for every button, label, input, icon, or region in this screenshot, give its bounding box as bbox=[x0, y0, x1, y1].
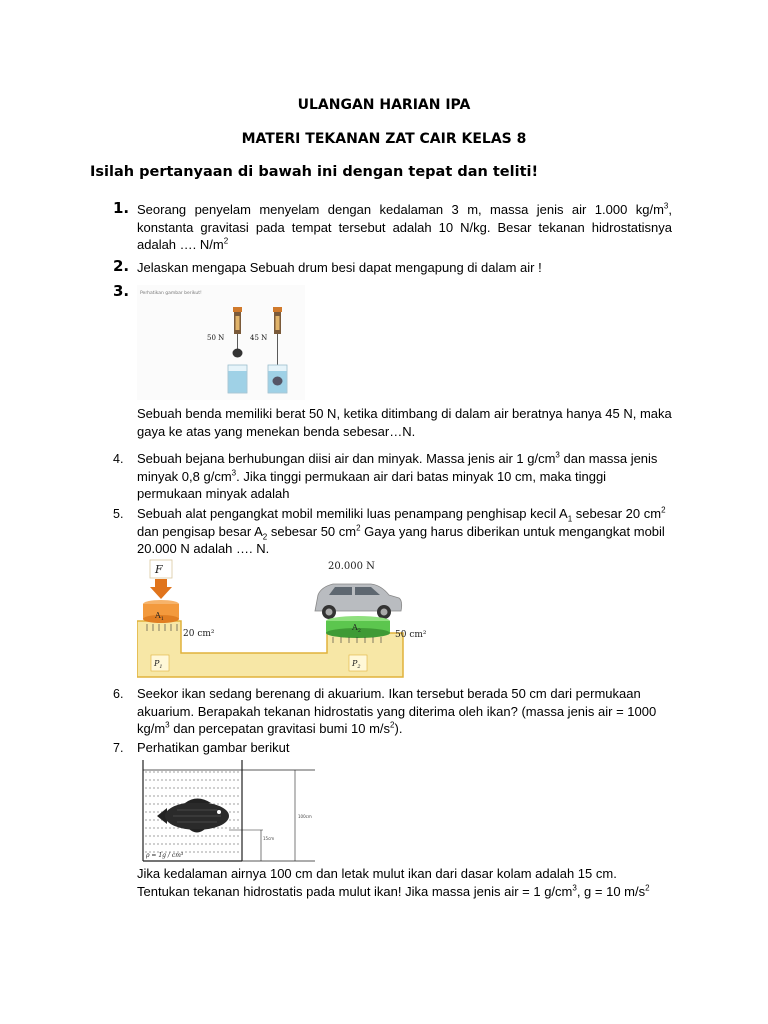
depth-label: 100cm bbox=[298, 814, 312, 819]
spring-scale-illustration bbox=[137, 285, 305, 400]
a1-label: $A_1$ bbox=[155, 611, 164, 622]
fish-icon bbox=[157, 799, 229, 833]
force-arrow-icon bbox=[150, 579, 172, 599]
question-6-text: Seekor ikan sedang berenang di akuarium. Ikan tersebut berada 50 cm dari permukaan akuarium. Berapakah tekanan hidrostatis yang diterima oleh ikan? (massa jenis air = 1000 $kg/m^3$ dan percepatan gravitasi bumi 10 $m/s^2$). bbox=[137, 686, 657, 736]
question-3-number: 3. bbox=[113, 282, 130, 300]
area-small-label: 20 cm² bbox=[183, 629, 215, 639]
hydraulic-lift-illustration bbox=[137, 557, 437, 679]
question-5-text: Sebuah alat pengangkat mobil memiliki luas penampang penghisap kecil $A_1$ sebesar 20 $cm^2$ dan pengisap besar $A_2$ sebesar 50 $cm^2$ Gaya yang harus diberikan untuk mengangkat mobil 20.000 N adalah …. N. bbox=[137, 505, 666, 556]
label-50n: 50 N bbox=[207, 334, 225, 342]
a2-label: $A_2$ bbox=[352, 623, 361, 634]
object-in-air-icon bbox=[233, 349, 243, 358]
hydraulic-lift-figure bbox=[137, 557, 437, 679]
label-45n: 45 N bbox=[250, 334, 268, 342]
question-6-number: 6. bbox=[113, 687, 124, 701]
area-large-label: 50 cm² bbox=[395, 630, 427, 640]
question-5-number: 5. bbox=[113, 507, 124, 521]
question-2-text: Jelaskan mengapa Sebuah drum besi dapat mengapung di dalam air ! bbox=[137, 260, 542, 275]
question-7-number: 7. bbox=[113, 741, 124, 755]
height-label: 15cm bbox=[263, 836, 275, 841]
page-title: ULANGAN HARIAN IPA bbox=[297, 97, 471, 113]
p1-label: $P_1$ bbox=[154, 659, 163, 670]
car-weight-label: 20.000 N bbox=[328, 561, 375, 572]
car-icon bbox=[315, 584, 402, 619]
question-7-text: Jika kedalaman airnya 100 cm dan letak mulut ikan dari dasar kolam adalah 15 cm. Tentukan tekanan hidrostatis pada mulut ikan! Jika massa jenis air = 1 $g/cm^3$, g = 10 $m/s^2$ bbox=[137, 866, 650, 899]
question-1-number: 1. bbox=[113, 199, 130, 217]
p2-label: $P_2$ bbox=[352, 659, 361, 670]
aquarium-illustration bbox=[137, 758, 327, 864]
instruction-text: Isilah pertanyaan di bawah ini dengan tepat dan teliti! bbox=[90, 164, 539, 180]
question-4-text: Sebuah bejana berhubungan diisi air dan minyak. Massa jenis air 1 $g/cm^3$ dan massa jenis minyak 0,8 $g/cm^3$. Jika tinggi permukaan air dari batas minyak 10 cm, maka tinggi permukaan minyak adalah bbox=[137, 450, 658, 501]
question-1-text: Seorang penyelam menyelam dengan kedalaman 3 m, massa jenis air 1.000 $kg/m^3$, konstanta gravitasi pada tempat tersebut adalah 10 N/kg. Besar tekanan hidrostatisnya adalah …. $N/m^2$ bbox=[137, 201, 672, 252]
object-in-water-icon bbox=[273, 377, 283, 386]
density-label: ρ = 1g / cm³ bbox=[146, 852, 184, 859]
question-3-text: Sebuah benda memiliki berat 50 N, ketika ditimbang di dalam air beratnya hanya 45 N, maka gaya ke atas yang menekan benda sebesar…N. bbox=[137, 406, 672, 439]
question-4-number: 4. bbox=[113, 452, 124, 466]
question-7-intro: Perhatikan gambar berikut bbox=[137, 740, 290, 755]
page-subtitle: MATERI TEKANAN ZAT CAIR KELAS 8 bbox=[241, 131, 527, 147]
force-label: F bbox=[155, 563, 163, 576]
spring-scale-figure bbox=[137, 285, 305, 400]
aquarium-figure bbox=[137, 758, 327, 864]
figure-3-caption: Perhatikan gambar berikut! bbox=[140, 291, 202, 296]
question-2-number: 2. bbox=[113, 257, 130, 275]
